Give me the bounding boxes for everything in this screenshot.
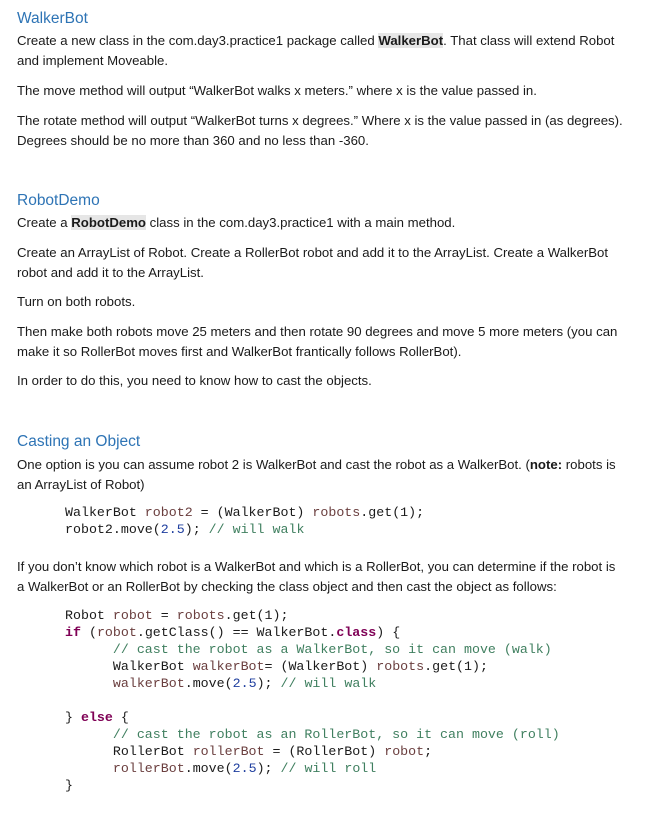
robotdemo-paragraph-4: Then make both robots move 25 meters and then rotate 90 degrees and move 5 more meters (you can make it so RollerBot moves first and WalkerBot frantically follows RollerBot). <box>17 324 618 359</box>
walkerbot-paragraph-1: Create a new class in the com.day3.practice1 package called WalkerBot. That class will extend Robot and implement Moveable. <box>17 33 615 68</box>
code-line: } else { <box>65 710 129 725</box>
code-line: WalkerBot robot2 = (WalkerBot) robots.get(1); <box>65 505 425 520</box>
note-label: note: <box>529 457 563 472</box>
code-line: rollerBot.move(2.5); // will roll <box>112 761 377 776</box>
robotdemo-highlight: RobotDemo <box>71 215 146 230</box>
casting-paragraph-2: If you don’t know which robot is a WalkerBot and which is a RollerBot, you can determine if the robot is a WalkerBot or an RollerBot by checking the class object and then cast the object as follows: <box>17 559 616 594</box>
code-block-1 <box>65 504 424 538</box>
code-line: robot2.move(2.5); // will walk <box>65 522 305 537</box>
code-line: // cast the robot as an RollerBot, so it can move (roll) <box>112 727 560 742</box>
walkerbot-paragraph-2: The move method will output “WalkerBot walks x meters.” where x is the value passed in. <box>17 83 537 98</box>
code-line: walkerBot.move(2.5); // will walk <box>112 676 377 691</box>
code-line: if (robot.getClass() == WalkerBot.class) { <box>65 625 401 640</box>
heading-walkerbot: WalkerBot <box>17 10 88 27</box>
code-line: // cast the robot as a WalkerBot, so it can move (walk) <box>112 642 552 657</box>
heading-robotdemo: RobotDemo <box>17 192 100 209</box>
code-line: WalkerBot walkerBot= (WalkerBot) robots.get(1); <box>112 659 488 674</box>
robotdemo-paragraph-1: Create a RobotDemo class in the com.day3.practice1 with a main method. <box>17 215 456 230</box>
code-block-2 <box>65 607 560 794</box>
casting-paragraph-1: One option is you can assume robot 2 is WalkerBot and cast the robot as a WalkerBot. (note: robots is an ArrayList of Robot) <box>17 457 616 492</box>
code-line: RollerBot rollerBot = (RollerBot) robot; <box>112 744 433 759</box>
walkerbot-highlight: WalkerBot <box>378 33 444 48</box>
heading-casting-an-object: Casting an Object <box>17 433 141 450</box>
code-line: } <box>65 778 73 793</box>
robotdemo-paragraph-3: Turn on both robots. <box>17 294 136 309</box>
robotdemo-paragraph-2: Create an ArrayList of Robot. Create a RollerBot robot and add it to the ArrayList. Create a WalkerBot robot and add it to the ArrayList. <box>17 245 609 280</box>
walkerbot-paragraph-3: The rotate method will output “WalkerBot turns x degrees.” Where x is the value passed in (as degrees). Degrees should be no more than 360 and no less than -360. <box>17 113 623 148</box>
code-line: Robot robot = robots.get(1); <box>65 608 289 623</box>
robotdemo-paragraph-5: In order to do this, you need to know how to cast the objects. <box>17 373 372 388</box>
